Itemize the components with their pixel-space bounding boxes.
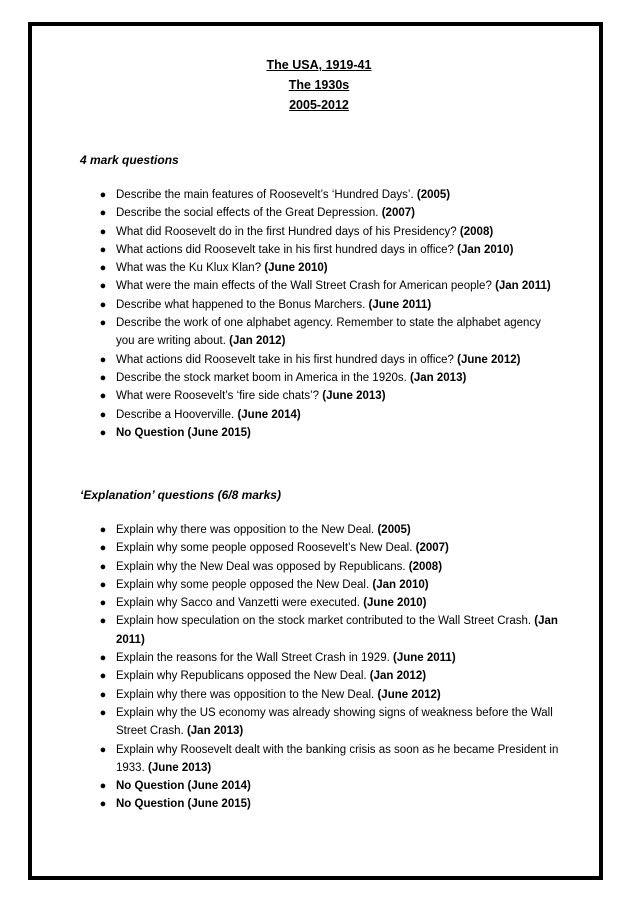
question-text: Describe the social effects of the Great Depression.: [116, 207, 379, 220]
question-date: (June 2012): [457, 353, 521, 366]
question-date: (June 2011): [368, 298, 432, 311]
list-item: [98, 223, 560, 241]
bullet-icon: ●: [99, 262, 107, 275]
question-text: What actions did Roosevelt take in his first hundred days in office?: [116, 243, 454, 256]
list-item: [98, 594, 560, 612]
bullet-icon: ●: [99, 560, 107, 573]
bullet-icon: ●: [99, 597, 107, 610]
page-years: [0, 98, 638, 112]
page-title-text: The USA, 1919-41: [266, 58, 372, 72]
question-text: Describe the work of one alphabet agency. Remember to state the alphabet agency you are writing about.: [116, 317, 541, 348]
bullet-icon: ●: [99, 280, 107, 293]
list-item: [98, 369, 560, 387]
list-item: [98, 314, 560, 351]
bullet-icon: ●: [99, 189, 107, 201]
list-item: [98, 204, 560, 222]
list-item: [98, 241, 560, 259]
question-text: Describe a Hooverville.: [116, 408, 235, 421]
question-date: (June 2013): [147, 761, 212, 774]
question-date: (2005): [416, 189, 451, 201]
bullet-icon: ●: [99, 298, 107, 311]
list-item: [98, 186, 560, 204]
question-date: (Jan 2012): [369, 670, 427, 683]
question-text: No Question (June 2014): [116, 780, 251, 793]
bullet-icon: ●: [99, 688, 107, 701]
list-item: [98, 649, 560, 667]
question-text: Explain why there was opposition to the New Deal.: [116, 524, 375, 536]
bullet-icon: ●: [99, 243, 107, 256]
question-date: (June 2010): [363, 597, 427, 610]
bullet-icon: ●: [99, 353, 107, 366]
page-years-text: 2005-2012: [289, 98, 349, 112]
question-text: Describe the main features of Roosevelt’s ‘Hundred Days’.: [116, 189, 414, 201]
list-item: [98, 777, 560, 795]
question-text: What was the Ku Klux Klan?: [116, 262, 262, 275]
bullet-icon: ●: [99, 652, 107, 665]
question-text: Explain why the US economy was already showing signs of weakness before the Wall Street Crash.: [116, 706, 553, 738]
bullet-icon: ●: [99, 524, 107, 536]
section-title-explanation: ‘Explanation’ questions (6/8 marks): [80, 488, 281, 502]
question-date: (2005): [377, 524, 411, 536]
question-date: (Jan 2013): [410, 371, 467, 384]
list-item: [98, 741, 560, 778]
bullet-icon: ●: [99, 371, 107, 384]
question-date: (June 2014): [237, 408, 301, 421]
question-text: Explain how speculation on the stock market contributed to the Wall Street Crash.: [116, 615, 532, 628]
question-date: (Jan 2010): [372, 578, 429, 591]
list-item: [98, 351, 560, 369]
bullet-icon: ●: [99, 578, 107, 591]
bullet-icon: ●: [99, 408, 107, 421]
question-date: (June 2010): [264, 262, 328, 275]
bullet-icon: ●: [99, 317, 107, 330]
bullet-icon: ●: [99, 225, 107, 238]
question-text: Describe the stock market boom in America in the 1920s.: [116, 371, 407, 384]
bullet-icon: ●: [99, 207, 107, 220]
question-date: (June 2012): [377, 688, 441, 701]
question-text: Explain why some people opposed the New Deal.: [116, 578, 370, 591]
question-date: (Jan 2011): [116, 615, 558, 646]
list-item: [98, 387, 560, 405]
bullet-icon: ●: [99, 542, 107, 555]
bullet-icon: ●: [99, 670, 107, 683]
list-item: [98, 612, 560, 649]
question-text: Explain why Sacco and Vanzetti were executed.: [116, 597, 360, 610]
section-title-4-mark: 4 mark questions: [80, 153, 179, 167]
list-item: [98, 277, 560, 295]
list-item: [98, 667, 560, 685]
list-item: [98, 704, 560, 741]
question-list-explanation: [98, 521, 560, 814]
question-text: What were the main effects of the Wall Street Crash for American people?: [116, 280, 492, 293]
list-item: [98, 424, 560, 442]
question-date: (2008): [459, 225, 494, 238]
question-date: (2007): [415, 542, 449, 555]
question-date: (Jan 2013): [186, 725, 244, 738]
bullet-icon: ●: [99, 706, 107, 719]
question-list-4-mark: [98, 186, 560, 442]
list-item: [98, 686, 560, 704]
question-text: Describe what happened to the Bonus Marchers.: [116, 298, 366, 311]
question-text: What did Roosevelt do in the first Hundred days of his Presidency?: [116, 225, 457, 238]
list-item: [98, 259, 560, 277]
list-item: [98, 558, 560, 576]
list-item: [98, 539, 560, 557]
question-date: (2008): [408, 560, 443, 573]
bullet-icon: ●: [99, 390, 107, 403]
question-text: Explain the reasons for the Wall Street Crash in 1929.: [116, 652, 390, 665]
question-text: Explain why Roosevelt dealt with the banking crisis as soon as he became President in 1933.: [116, 743, 559, 774]
page-subtitle: [0, 78, 638, 92]
question-date: (2007): [381, 207, 415, 220]
list-item: [98, 406, 560, 424]
question-date: (Jan 2012): [229, 335, 286, 348]
question-date: (June 2013): [322, 390, 386, 403]
question-text: Explain why some people opposed Roosevelt’s New Deal.: [116, 542, 413, 555]
bullet-icon: ●: [99, 780, 107, 793]
question-date: (June 2011): [393, 652, 456, 665]
question-text: No Question (June 2015): [116, 798, 251, 811]
list-item: [98, 795, 560, 813]
question-text: No Question (June 2015): [116, 426, 251, 439]
question-date: (Jan 2010): [457, 243, 514, 256]
page-subtitle-text: The 1930s: [288, 78, 350, 92]
question-text: Explain why there was opposition to the New Deal.: [116, 688, 375, 701]
question-text: Explain why the New Deal was opposed by Republicans.: [116, 560, 406, 573]
page-title: [0, 58, 638, 72]
bullet-icon: ●: [99, 615, 107, 628]
question-text: Explain why Republicans opposed the New Deal.: [116, 670, 367, 683]
question-text: What were Roosevelt’s ‘fire side chats’?: [116, 390, 320, 403]
bullet-icon: ●: [99, 426, 107, 439]
bullet-icon: ●: [99, 743, 107, 756]
list-item: [98, 576, 560, 594]
list-item: [98, 521, 560, 539]
bullet-icon: ●: [99, 798, 107, 811]
question-text: What actions did Roosevelt take in his first hundred days in office?: [116, 353, 454, 366]
question-date: (Jan 2011): [495, 280, 551, 293]
list-item: [98, 296, 560, 314]
